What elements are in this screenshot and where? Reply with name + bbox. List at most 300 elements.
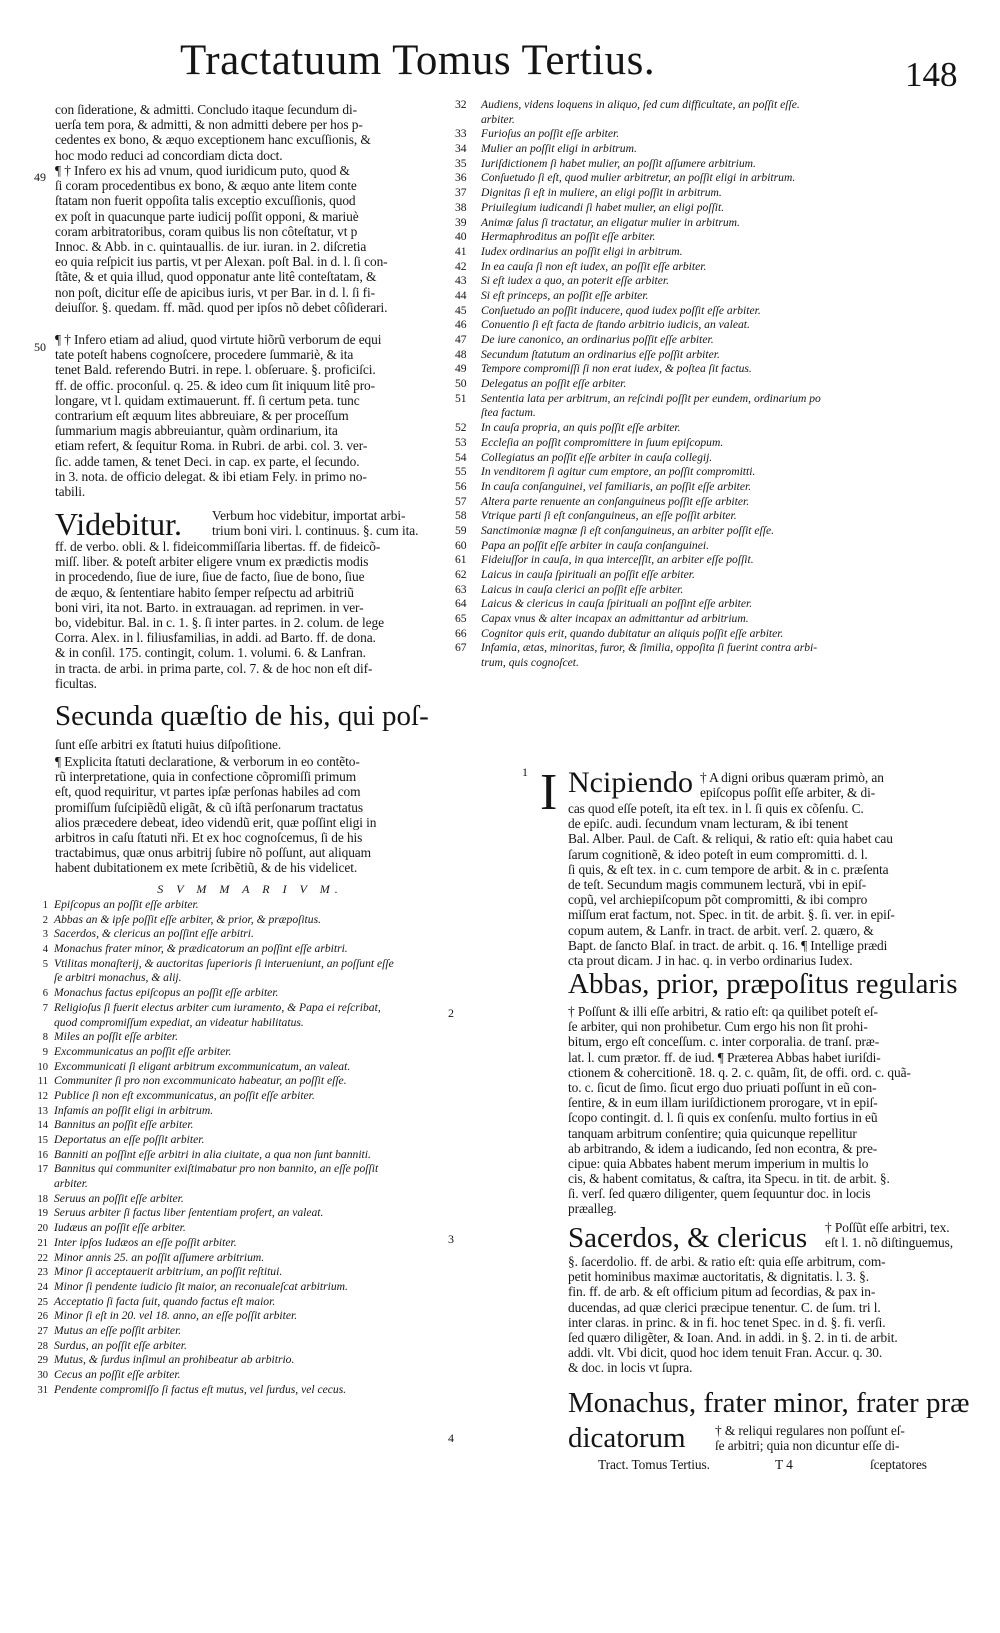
summary-item-text: In cauſa propria, an quis poſſit eſſe arbiter.	[481, 421, 681, 435]
summary-item-number: 7	[42, 1002, 48, 1014]
summary-item-number: 3	[42, 929, 48, 941]
summary-item	[30, 1265, 450, 1280]
summary-item-text: Vtilitas monaſterij, & auctoritas ſuperioris ſi interueniunt, an poſſunt eſſe	[54, 956, 394, 970]
summary-item-number: 30	[37, 1370, 48, 1381]
summary-item-number: 20	[37, 1223, 48, 1235]
summary-item-number: 46	[455, 318, 467, 332]
summary-item	[455, 201, 975, 216]
summary-item	[30, 1148, 450, 1163]
summary-item	[30, 986, 450, 1001]
summary-item	[30, 927, 450, 942]
summary-item	[455, 333, 975, 348]
summary-item-text: Papa an poſſit eſſe arbiter in cauſa conſanguinei.	[481, 538, 709, 552]
summary-item	[455, 392, 975, 407]
summary-item	[455, 377, 975, 392]
summary-item-text: Seruus arbiter ſi factus liber ſententiam profert, an valeat.	[54, 1206, 324, 1220]
text-line: inter claras. in princ. & in fi. hoc tenet Spec. in d. §. fi. verſi.	[568, 1314, 886, 1330]
summary-item-text: In cauſa conſanguinei, vel familiaris, an poſſit eſſe arbiter.	[481, 479, 752, 493]
text-line: de epiſc. audi. ſecundum vnam lecturam, & ibi tenent	[568, 816, 849, 832]
text-line: fin. ff. de arb. & eſt officium pitum ad ſecordias, & pax in-	[568, 1284, 876, 1300]
summary-item-number: 37	[455, 186, 467, 200]
summary-item	[30, 1133, 450, 1148]
summary-item	[455, 171, 975, 186]
summary-item-text: Minor annis 25. an poſſit aſſumere arbitrium.	[54, 1250, 265, 1264]
summary-item	[30, 913, 450, 928]
summary-item	[30, 1192, 450, 1207]
text-line: boni viri, ita not. Barto. in extrauagan. ad reprimen. in ver-	[55, 599, 364, 615]
summary-item-text: Epiſcopus an poſſit eſſe arbiter.	[54, 898, 199, 911]
summary-item-text: Conſuetudo an poſſit inducere, quod iudex poſſit eſſe arbiter.	[481, 303, 761, 317]
summary-item-text: Mulier an poſſit eligi in arbitrum.	[481, 142, 637, 156]
summary-item	[30, 1309, 450, 1324]
text-line: ſummarium magis abbreuiantur, quàm ordinarium, ita	[55, 423, 338, 439]
summary-item-number: 65	[455, 612, 467, 626]
summary-item	[455, 451, 975, 466]
summary-item	[455, 406, 975, 421]
summary-item-text: Excommunicati ſi eligant arbitrum excommunicatum, an valeat.	[54, 1059, 351, 1073]
summary-item	[30, 1383, 450, 1398]
summary-item-number: 28	[37, 1340, 48, 1352]
summary-item	[30, 1162, 450, 1177]
text-line: cedentes ex bono, & æquo exceptionem hanc excuſſionis, &	[55, 132, 371, 148]
summary-item-text: In ea cauſa ſi non eſt iudex, an poſſit eſſe arbiter.	[481, 259, 707, 273]
summary-item	[455, 553, 975, 568]
summary-item	[30, 1324, 450, 1339]
summary-item-number: 58	[455, 509, 467, 523]
summary-item-number: 21	[37, 1237, 48, 1249]
text-line: ex poſt in quacunque parte iudicij poſſit opponi, & mariuè	[55, 208, 359, 224]
summary-item-number: 22	[37, 1252, 48, 1264]
text-line: arbitros in caſu ſtatuti nři. Et ex hoc cognoſcemus, ſi de his	[55, 829, 363, 845]
summary-item-number: 33	[455, 127, 467, 141]
summary-item-text: Laicus in cauſa clerici an poſſit eſſe arbiter.	[481, 582, 684, 596]
summary-item-number: 57	[455, 494, 467, 508]
summary-item-number: 63	[455, 582, 467, 596]
summary-item-text: Monachus frater minor, & prædicatorum an poſſint eſſe arbitri.	[54, 942, 348, 956]
summary-item-number: 27	[37, 1325, 48, 1337]
text-line: ff. de verbo. obli. & l. fideicommiſſaria libertas. ff. de fideicõ-	[55, 539, 381, 554]
summary-item	[455, 274, 975, 289]
summary-item	[455, 289, 975, 304]
summary-item-text: Monachus factus epiſcopus an poſſit eſſe arbiter.	[54, 986, 279, 1000]
summary-item-text: Dignitas ſi eſt in muliere, an eligi poſſit in arbitrum.	[481, 186, 722, 200]
text-line: ab arbitrando, & idem a iudicando, ſed non econtra, & pre-	[568, 1140, 878, 1156]
text-line: ¶ Explicita ſtatuti declaratione, & verborum in eo contẽto-	[55, 754, 360, 769]
summary-item-text: arbiter.	[54, 1177, 88, 1191]
text-line: ſentire, & in eum illam iuriſdictionem prorogare, vt in epiſ-	[568, 1095, 878, 1111]
summary-item	[455, 539, 975, 554]
summary-item	[455, 260, 975, 275]
summary-item	[455, 348, 975, 363]
summary-item-number: 34	[455, 142, 467, 156]
summary-item	[30, 1177, 450, 1192]
summary-item-number: 61	[455, 553, 467, 567]
summary-item-text: Delegatus an poſſit eſſe arbiter.	[481, 377, 627, 391]
summary-item-text: Mutus an eſſe poſſit arbiter.	[54, 1323, 182, 1337]
summary-item	[455, 641, 975, 656]
summary-item-number: 51	[455, 391, 467, 405]
summary-item-text: Deportatus an eſſe poſſit arbiter.	[54, 1133, 205, 1146]
text-line: bitum, ergo eſt conceſſum. c. inter corporalia. de tranſ. præ-	[568, 1034, 880, 1050]
text-line: ficultas.	[55, 675, 97, 691]
text-line: promiſſum ſuſcipiẽdũ eligãt, & cũ iſtã perſonarum tractatus	[55, 799, 363, 815]
videbitur-heading: Videbitur.	[55, 506, 182, 542]
summary-item	[30, 1221, 450, 1236]
summary-item-number: 41	[455, 244, 467, 258]
summary-item	[455, 465, 975, 480]
text-line: cipue: quia Abbates habent merum imperium in multis lo	[568, 1155, 869, 1171]
text-line: ff. de offic. proconſul. q. 25. & ideo cum ſit iniquum litê pro-	[55, 377, 376, 393]
abbas-heading: Abbas, prior, præpoſitus regularis	[568, 968, 958, 1000]
summary-item-number: 19	[37, 1208, 48, 1220]
text-line: Bal. Alber. Paul. de Caſt. & reliqui, & ratio eſt: quia habet cau	[568, 831, 893, 847]
summary-item	[455, 509, 975, 524]
summary-item	[30, 1236, 450, 1251]
summary-item	[30, 1060, 450, 1075]
summary-item	[455, 362, 975, 377]
page-number: 148	[905, 55, 958, 94]
text-line: longare, vt l. quidam extimauerunt. ff. ſi certum peta. tunc	[55, 392, 360, 408]
summary-item-text: Bannitus an poſſit eſſe arbiter.	[54, 1118, 194, 1132]
summary-item-text: Si eſt princeps, an poſſit eſſe arbiter.	[481, 288, 649, 302]
summary-item-text: Si eſt iudex a quo, an poterit eſſe arbiter.	[481, 274, 670, 288]
summary-item-number: 32	[455, 98, 467, 111]
text-line: ſi quis, & eſt tex. in c. cum tempore de arbit. & in c. præſenta	[568, 861, 889, 877]
summary-item-number: 44	[455, 288, 467, 302]
summary-item	[30, 942, 450, 957]
summary-item-number: 26	[37, 1311, 48, 1323]
text-line: trium boni viri. l. continuus. §. cum ita.	[212, 523, 419, 539]
margin-number: 2	[448, 1006, 454, 1020]
summary-item-text: Sententia lata per arbitrum, an reſcindi poſſit per eundem, ordinarium po	[481, 391, 821, 405]
summary-item-number: 8	[42, 1032, 48, 1044]
summary-item	[455, 524, 975, 539]
summary-item-number: 52	[455, 421, 467, 435]
text-line: & in conſil. 175. contingit, colum. 1. volumi. 6. & Lanfran.	[55, 645, 366, 661]
text-line: ſarum cognitionẽ, & ideo poteſt in eum compromitti. d. l.	[568, 846, 868, 862]
summary-item	[30, 1016, 450, 1031]
summary-item-text: Bannitus qui communiter exiſtimabatur pro non bannito, an eſſe poſſit	[54, 1162, 379, 1176]
monachus-beside	[715, 1423, 905, 1453]
monachus-heading: Monachus, frater minor, frater præ	[568, 1387, 970, 1419]
text-line: tanquam arbitrum conſentire; quia quicunque repellitur	[568, 1125, 857, 1141]
text-line: ſcopo contingit. d. l. ſi quis ex conſenſu. multo fortius in eũ	[568, 1110, 878, 1126]
summary-item	[30, 1251, 450, 1266]
summary-item-text: Vtrique parti ſi eſt conſanguineus, an eſſe poſſit arbiter.	[481, 509, 737, 523]
summary-item	[455, 216, 975, 231]
summary-item	[455, 495, 975, 510]
text-line: † Poſſũt eſſe arbitri, tex.	[825, 1220, 950, 1235]
text-line: tractabimus, quæ onus arbitrij ſubire nõ poſſunt, aut aliquam	[55, 845, 371, 861]
summary-item	[455, 480, 975, 495]
text-line: Corra. Alex. in l. filiusfamilias, in addi. ad Barto. ff. de dona.	[55, 630, 376, 646]
summary-item-number: 40	[455, 230, 467, 244]
text-line: ſe arbitri; quia non dicuntur eſſe di-	[715, 1438, 900, 1454]
summary-item-number: 24	[37, 1281, 48, 1293]
summary-item-number: 56	[455, 479, 467, 493]
text-line: coram arbitratoribus, coram quibus lis non côteſtatur, vt p	[55, 223, 358, 239]
summary-item-number: 18	[37, 1193, 48, 1205]
text-line: con ſideratione, & admitti. Concludo itaque ſecundum di-	[55, 102, 357, 117]
secunda-quaestio-body	[55, 754, 445, 876]
summary-item	[455, 98, 975, 113]
text-line: cas quod eſſe poteſt, ita eſt tex. in l. ſi quis ex cõſenſu. C.	[568, 801, 864, 816]
summary-item-text: trum, quis cognoſcet.	[481, 656, 579, 670]
summary-item-text: Audiens, videns loquens in aliquo, ſed cum difficultate, an poſſit eſſe.	[481, 98, 800, 111]
summary-item-text: Abbas an & ipſe poſſit eſſe arbiter, & prior, & præpoſitus.	[54, 912, 321, 926]
summary-item	[455, 612, 975, 627]
summary-item-number: 25	[37, 1296, 48, 1308]
summary-item	[30, 1353, 450, 1368]
summary-item-number: 14	[37, 1120, 48, 1132]
summary-item-number: 42	[455, 259, 467, 273]
text-line: ſic. adde tamen, & tenet Deci. in cap. ex parte, el ſecundo.	[55, 453, 360, 469]
text-line: tabili.	[55, 483, 86, 499]
summary-item-text: Capax vnus & alter incapax an admittantur ad arbitrium.	[481, 612, 749, 626]
text-line: eſt, quod requiritur, vt partes ipſæ perſonas habiles ad com	[55, 784, 361, 800]
text-line: cis, & habent comitatus, & caſtra, ita Specu. in tit. de arbit. §.	[568, 1171, 890, 1187]
text-line: eſt l. 1. nõ diſtinguemus,	[825, 1235, 953, 1251]
summary-item-text: Mutus, & ſurdus inſimul an prohibeatur ab arbitrio.	[54, 1353, 295, 1367]
margin-number: 49	[34, 170, 46, 184]
paragraph-49	[55, 163, 445, 315]
text-line: petit hominibus maximæ auctoritatis, & dignitatis. l. 3. §.	[568, 1269, 869, 1285]
text-line: in procedendo, ſiue de iure, ſiue de facto, ſiue de bono, ſiue	[55, 569, 365, 585]
summary-item-number: 39	[455, 215, 467, 229]
summary-item-text: Iuriſdictionem ſi habet mulier, an poſſit aſſumere arbitrium.	[481, 156, 756, 170]
summary-item	[455, 568, 975, 583]
summary-item-text: Seruus an poſſit eſſe arbiter.	[54, 1191, 184, 1205]
summary-item	[30, 971, 450, 986]
text-line: ſe arbiter, qui non prohibetur. Cum ergo his non ſit prohi-	[568, 1019, 868, 1035]
summary-item	[30, 1001, 450, 1016]
summary-item-number: 49	[455, 362, 467, 376]
summary-item-number: 35	[455, 156, 467, 170]
summary-item	[30, 1045, 450, 1060]
summarium-title: S V M M A R I V M.	[157, 882, 343, 896]
summary-item-number: 64	[455, 597, 467, 611]
summary-item-text: Priuilegium iudicandi ſi habet mulier, an eligi poſſit.	[481, 200, 725, 214]
left-top-paragraph	[55, 102, 445, 163]
summary-item	[30, 898, 450, 913]
text-line: Bapt. de ſancto Blaſ. in tract. de arbit. q. 16. ¶ Intellige prædi	[568, 937, 888, 953]
summary-item-number: 4	[42, 944, 48, 956]
summary-item-text: Collegiatus an poſſit eſſe arbiter in cauſa collegij.	[481, 450, 713, 464]
summary-item-text: In venditorem ſi agitur cum emptore, an poſſit compromitti.	[481, 465, 756, 479]
summary-item	[455, 421, 975, 436]
text-line: ſi. verſ. ſed quæro diligenter, quem ſequuntur doc. in locis	[568, 1186, 871, 1202]
summary-item-number: 1	[42, 900, 48, 911]
summary-item-text: ſtea factum.	[481, 406, 536, 420]
summary-item-text: Laicus in cauſa ſpirituali an poſſit eſſe arbiter.	[481, 568, 695, 581]
summary-item	[455, 230, 975, 245]
abbas-body	[568, 1004, 973, 1217]
text-line: epiſcopus poſſit eſſe arbiter, & di-	[700, 785, 876, 801]
text-line: de æquo, & ſententiare habito ſemper reſpectu ad arbitriũ	[55, 584, 354, 600]
signature-line: Tract. Tomus Tertius.	[598, 1457, 710, 1472]
summary-item-text: Minor ſi acceptauerit arbitrium, an poſſit reſtitui.	[54, 1265, 283, 1279]
summary-item-text: Miles an poſſit eſſe arbiter.	[54, 1030, 178, 1044]
summary-item-text: Altera parte renuente an conſanguineus poſſit eſſe arbiter.	[481, 494, 750, 508]
summary-item-text: Inter ipſos Iudæos an eſſe poſſit arbiter.	[54, 1235, 237, 1249]
text-line: in 3. nota. de officio delegat. & ibi etiam Fely. in primo no-	[55, 468, 367, 484]
margin-number: 3	[448, 1232, 454, 1246]
text-line: tenet Bald. referendo Butri. in repe. l. obſeruare. §. proficiſci.	[55, 362, 376, 378]
summary-item-text: Infamis an poſſit eligi in arbitrum.	[54, 1103, 214, 1117]
text-line: §. ſacerdolio. ff. de arbi. & ratio eſt: quia eſſe arbitrum, com-	[568, 1254, 886, 1269]
summary-item-text: ſe arbitri monachus, & alij.	[54, 971, 182, 985]
summary-item	[30, 1118, 450, 1133]
secunda-quaestio-subheading: ſunt eſſe arbitri ex ſtatuti huius diſpoſitione.	[55, 737, 282, 752]
summary-item-number: 12	[37, 1090, 48, 1102]
text-line: præalleg.	[568, 1201, 617, 1217]
incipiendo-body	[568, 801, 973, 968]
summary-item-text: Infamia, ætas, minoritas, furor, & ſimilia, oppoſita ſi fuerint contra arbi-	[481, 641, 818, 655]
summary-item-number: 53	[455, 435, 467, 449]
summary-item-number: 10	[37, 1061, 48, 1073]
summary-item-number: 29	[37, 1355, 48, 1367]
summary-item-text: Furioſus an poſſit eſſe arbiter.	[481, 127, 620, 141]
summary-item-text: Religioſus ſi fuerit electus arbiter cum iuramento, & Papa ei reſcribat,	[54, 1000, 381, 1014]
summary-item	[455, 113, 975, 128]
summary-item	[455, 157, 975, 172]
secunda-quaestio-heading: Secunda quæſtio de his, qui poſ-	[55, 700, 429, 732]
summary-item-number: 36	[455, 171, 467, 185]
summary-item-number: 66	[455, 626, 467, 640]
text-line: ¶ † Infero ex his ad vnum, quod iuridicum puto, quod &	[55, 163, 350, 178]
text-line: addi. vlt. Vbi dicit, quod hoc idem tenuit Fran. Accur. q. 30.	[568, 1345, 883, 1361]
text-line: bo, videbitur. Bal. in c. 1. §. ſi inter partes. in 2. colum. de lege	[55, 614, 384, 630]
summary-item-number: 60	[455, 538, 467, 552]
summary-item-text: Pendente compromiſſo ſi factus eſt mutus, vel ſurdus, vel cecus.	[54, 1382, 347, 1396]
summary-item-number: 43	[455, 274, 467, 288]
text-line: in tracta. de arbi. in prima parte, col. 7. & de hoc non eſt dif-	[55, 660, 373, 676]
summary-item-text: Communiter ſi pro non excommunicato habeatur, an poſſit eſſe.	[54, 1074, 347, 1088]
summary-item	[455, 583, 975, 598]
text-line: ctionem & cohercitionẽ. 18. q. 2. c. quãm, ſit, de offi. ord. c. quã-	[568, 1064, 911, 1080]
summary-item-number: 55	[455, 465, 467, 479]
text-line: miſſ. liber. & poteſt arbiter eligere vnum ex prædictis modis	[55, 554, 369, 570]
summary-item	[30, 1089, 450, 1104]
summary-item-number: 31	[37, 1384, 48, 1396]
summary-item	[455, 318, 975, 333]
summary-item-text: Animæ ſalus ſi tractatur, an eligatur mulier in arbitrum.	[481, 215, 740, 229]
summary-item-text: Conſuetudo ſi eſt, quod mulier arbitretur, an poſſit eligi in arbitrum.	[481, 171, 796, 185]
summary-item	[30, 1295, 450, 1310]
summary-item-number: 15	[37, 1135, 48, 1146]
monachus-heading-continued: dicatorum	[568, 1422, 686, 1454]
summary-item-number: 23	[37, 1267, 48, 1279]
text-line: habent dubitationem ex mete ſcribẽtiũ, & de his videlicet.	[55, 860, 358, 876]
text-line: alios præcedere debeat, ideo videndũ erit, quæ poſſint eligi in	[55, 814, 377, 830]
sacerdos-heading: Sacerdos, & clericus	[568, 1222, 808, 1254]
incipiendo-beside	[700, 770, 884, 800]
summary-item-text: Hermaphroditus an poſſit eſſe arbiter.	[481, 230, 656, 244]
summary-item	[30, 1030, 450, 1045]
summary-item	[30, 1074, 450, 1089]
videbitur-body	[55, 539, 445, 691]
summary-item-number: 50	[455, 377, 467, 391]
summary-item-text: arbiter.	[481, 112, 515, 126]
catchword: ſceptatores	[870, 1457, 927, 1472]
text-line: † A digni oribus quæram primò, an	[700, 770, 884, 785]
summary-item-text: Iudex ordinarius an poſſit eligi in arbitrum.	[481, 244, 683, 258]
summary-item-text: Excommunicatus an poſſit eſſe arbiter.	[54, 1044, 232, 1058]
summary-item-number: 5	[42, 958, 48, 970]
summary-item-number: 47	[455, 333, 467, 346]
summary-item	[455, 186, 975, 201]
summary-item-text: Acceptatio ſi facta ſuit, quando factus eſt maior.	[54, 1294, 276, 1308]
summary-item	[455, 142, 975, 157]
text-line: ſi coram procedentibus ex bono, & æquo ante litem conte	[55, 178, 357, 194]
text-line: lat. l. cum prætor. ff. de iud. ¶ Præterea Abbas habet iuriſdi-	[568, 1049, 881, 1065]
summary-item-number: 48	[455, 347, 467, 361]
gathering-mark: T 4	[775, 1457, 793, 1472]
text-line: ſtatam non fuerit oppoſita talis exceptio excuſſionis, quod	[55, 193, 356, 209]
text-line: Innoc. & Abb. in c. quintauallis. de iur. iuran. in 2. diſcretia	[55, 238, 367, 254]
summary-item	[455, 627, 975, 642]
sacerdos-body	[568, 1254, 973, 1376]
text-line: † & reliqui regulares non poſſunt eſ-	[715, 1423, 905, 1438]
summary-item-number: 16	[37, 1149, 48, 1161]
summary-item-text: Fideiuſſor in cauſa, in qua interceſſit, an arbiter eſſe poſſit.	[481, 553, 754, 567]
summary-item	[455, 436, 975, 451]
summary-item-text: quod compromiſſum expediat, an videatur habilitatus.	[54, 1015, 304, 1029]
summary-item-text: Publice ſi non eſt excommunicatus, an poſſit eſſe arbiter.	[54, 1088, 315, 1102]
summary-item	[30, 1206, 450, 1221]
summary-item-text: Minor ſi eſt in 20. vel 18. anno, an eſſe poſſit arbiter.	[54, 1309, 298, 1323]
summary-item	[30, 1339, 450, 1354]
text-line: de teſt. Secundum magis communem lectură, vbi in epiſ-	[568, 876, 867, 892]
summary-item-number: 45	[455, 303, 467, 317]
text-line: ſed quæro diligẽter, & Ioan. And. in addi. in §. 2. in ti. de arbit.	[568, 1329, 898, 1345]
margin-number: 1	[522, 765, 528, 779]
summary-item-text: Surdus, an poſſit eſſe arbiter.	[54, 1338, 187, 1352]
summary-item-number: 6	[42, 988, 48, 1000]
summary-item-text: Cognitor quis erit, quando dubitatur an aliquis poſſit eſſe arbiter.	[481, 626, 784, 640]
text-line: hoc modo reduci ad concordiam dicta doct.	[55, 147, 283, 163]
incipiendo-heading: Ncipiendo	[568, 766, 693, 799]
summary-item-text: Conuentio ſi eſt facta de ſtando arbitrio iudicis, an valeat.	[481, 318, 750, 332]
text-line: † Poſſunt & illi eſſe arbitri, & ratio eſt: qa quilibet poteſt eſ-	[568, 1004, 878, 1019]
summary-item-text: Sanctimoniæ magnæ ſi eſt conſanguineus, an arbiter poſſit eſſe.	[481, 523, 775, 537]
summary-item-number: 2	[42, 914, 48, 926]
running-title: Tractatuum Tomus Tertius.	[180, 37, 656, 84]
text-line: cta prout dicam. J in hac. q. in verbo ordinarius Iudex.	[568, 952, 853, 968]
summary-item-text: Sacerdos, & clericus an poſſint eſſe arbitri.	[54, 927, 254, 941]
summary-item-text: Secundum ſtatutum an ordinarius eſſe poſſit arbiter.	[481, 347, 720, 361]
summary-item	[455, 127, 975, 142]
summary-item-text: Banniti an poſſint eſſe arbitri in alia ciuitate, a qua non ſunt banniti.	[54, 1147, 371, 1161]
text-line: eo quia reſpicit ius partis, vt per Alexan. poſt Bal. in d. l. ſi con-	[55, 254, 388, 270]
summarium-continued-list	[455, 98, 975, 671]
text-line: to. c. ſicut de ſimo. ſicut ergo duo priuati poſſunt in eũ con-	[568, 1079, 877, 1095]
text-line: copum autem, & Lanfr. in tract. de arbit. verſ. 2. quæro, &	[568, 922, 874, 938]
initial-capital: I	[540, 764, 558, 821]
summary-item	[30, 1368, 450, 1383]
summary-item-number: 11	[37, 1076, 48, 1088]
summary-item-text: Laicus & clericus in cauſa ſpirituali an poſſint eſſe arbiter.	[481, 597, 753, 611]
text-line: Verbum hoc videbitur, importat arbi-	[212, 508, 406, 523]
summary-item	[30, 1104, 450, 1119]
summary-item-text: De iure canonico, an ordinarius poſſit eſſe arbiter.	[481, 333, 714, 346]
text-line: & doc. in locis vt ſupra.	[568, 1360, 693, 1376]
summary-item-number: 9	[42, 1046, 48, 1058]
sacerdos-beside	[825, 1220, 953, 1250]
text-line: non poſt, dicitur eſſe de apicibus iuris, vt per Bar. in d. l. ſi fi-	[55, 284, 375, 300]
summary-item-text: Cecus an poſſit eſſe arbiter.	[54, 1368, 181, 1381]
videbitur-beside	[212, 508, 418, 538]
